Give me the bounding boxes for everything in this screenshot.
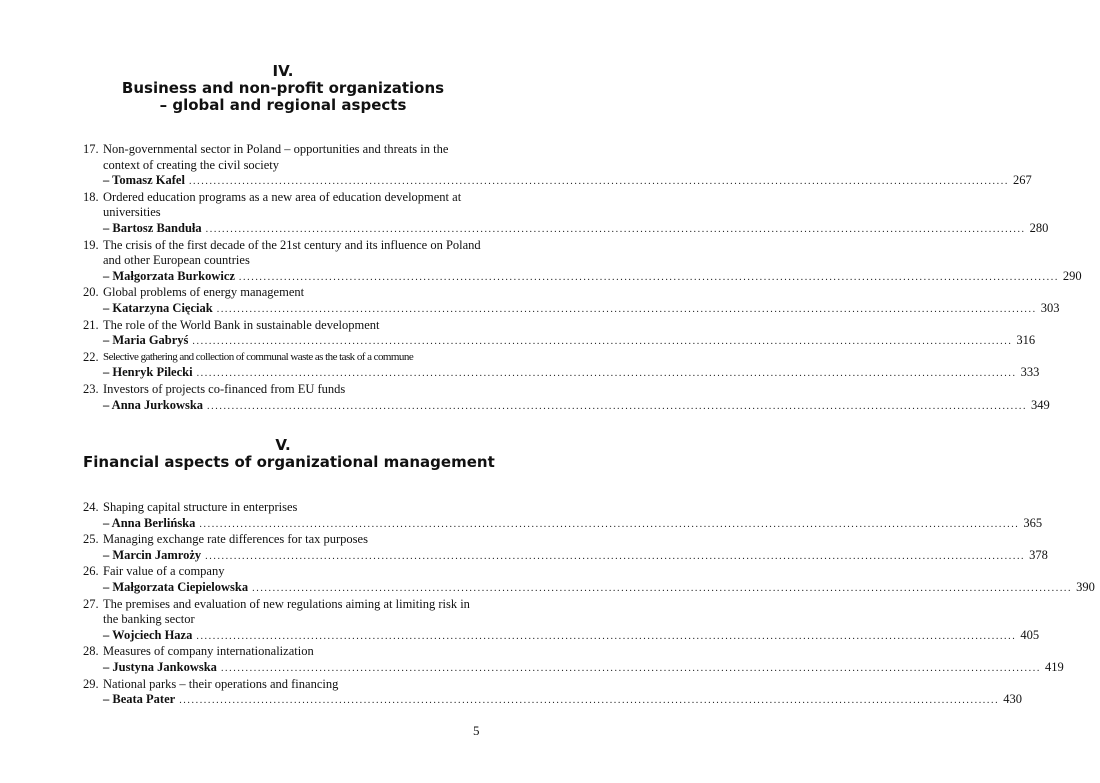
section-numeral: V. xyxy=(275,436,291,454)
entry-page-number: 316 xyxy=(1016,333,1036,348)
entry-title: Non-governmental sector in Poland – opportunities and threats in the context of creating the civil society xyxy=(103,142,449,172)
entry-title: The premises and evaluation of new regulations aiming at limiting risk in the banking sector xyxy=(103,596,470,627)
dot-leader: ........................................................................................................................................................................................................ xyxy=(220,662,1041,674)
entry-number: 28. xyxy=(83,644,99,659)
entry-page-number: 430 xyxy=(1003,692,1022,707)
section-title-line: – global and regional aspects xyxy=(159,96,407,114)
entry-page-number: 333 xyxy=(1020,365,1040,380)
dot-leader: ........................................................................................................................................................................................................ xyxy=(199,518,1020,530)
entry-number: 27. xyxy=(83,596,99,611)
page-number: 5 xyxy=(473,723,480,738)
entry-number: 25. xyxy=(83,532,99,547)
entry-page-number: 280 xyxy=(1029,220,1049,235)
toc-entry xyxy=(83,349,1040,382)
entry-author: – Anna Jurkowska xyxy=(103,397,204,412)
entry-number: 24. xyxy=(83,500,99,514)
toc-entry xyxy=(83,532,1048,564)
section-v-heading xyxy=(83,436,495,471)
entry-title: Fair value of a company xyxy=(103,564,225,579)
dot-leader: ........................................................................................................................................................................................................ xyxy=(207,400,1028,412)
entry-author: – Maria Gabryś xyxy=(103,333,189,348)
entry-title: Investors of projects co-financed from EU funds xyxy=(103,381,346,396)
entry-author: – Bartosz Banduła xyxy=(103,220,202,235)
toc-entry xyxy=(83,676,1022,709)
entry-title: The role of the World Bank in sustainable development xyxy=(103,317,380,332)
dot-leader: ........................................................................................................................................................................................................ xyxy=(205,550,1026,562)
entry-page-number: 365 xyxy=(1023,515,1043,530)
entry-page-number: 303 xyxy=(1040,300,1060,315)
toc-entry xyxy=(83,285,1060,317)
section-numeral: IV. xyxy=(272,62,294,80)
entry-number: 29. xyxy=(83,676,99,691)
dot-leader: ........................................................................................................................................................................................................ xyxy=(179,695,1000,707)
entry-author: – Małgorzata Ciepielowska xyxy=(103,579,249,594)
entry-page-number: 419 xyxy=(1044,659,1064,674)
entry-author: – Katarzyna Cięciak xyxy=(103,300,213,315)
entry-author: – Beata Pater xyxy=(103,692,176,707)
toc-entry xyxy=(83,596,1040,645)
section-title-line: Financial aspects of organizational management xyxy=(83,453,495,471)
entry-author: – Marcin Jamroży xyxy=(103,547,202,562)
entry-number: 20. xyxy=(83,285,99,300)
toc-entry xyxy=(83,142,1032,190)
entry-author: – Małgorzata Burkowicz xyxy=(103,268,235,283)
toc-entry xyxy=(83,189,1049,238)
entry-number: 17. xyxy=(83,142,99,156)
entry-title: The crisis of the first decade of the 21st century and its influence on Poland and other European countries xyxy=(103,237,481,268)
entry-number: 23. xyxy=(83,381,99,396)
toc-entry xyxy=(83,500,1043,532)
entry-page-number: 267 xyxy=(1012,173,1032,188)
entry-page-number: 349 xyxy=(1031,397,1050,412)
entry-author: – Henryk Pilecki xyxy=(103,365,193,380)
section-iv-toc xyxy=(83,142,1082,414)
dot-leader: ........................................................................................................................................................................................................ xyxy=(205,223,1026,235)
entry-number: 22. xyxy=(83,349,99,364)
toc-entry xyxy=(83,237,1082,286)
entry-author: – Tomasz Kafel xyxy=(103,173,185,188)
entry-author: – Justyna Jankowska xyxy=(103,659,217,674)
entry-page-number: 405 xyxy=(1020,627,1040,642)
entry-number: 21. xyxy=(83,317,99,332)
dot-leader: ........................................................................................................................................................................................................ xyxy=(192,336,1013,348)
entry-author: – Wojciech Haza xyxy=(103,627,193,642)
dot-leader: ........................................................................................................................................................................................................ xyxy=(188,176,1009,188)
dot-leader: ........................................................................................................................................................................................................ xyxy=(196,630,1017,642)
toc-entry xyxy=(83,644,1064,676)
entry-number: 18. xyxy=(83,189,99,204)
entry-title: Ordered education programs as a new area of education development at universities xyxy=(103,189,462,220)
entry-number: 19. xyxy=(83,237,99,252)
dot-leader: ........................................................................................................................................................................................................ xyxy=(238,271,1059,283)
section-v-toc xyxy=(83,500,1095,709)
entry-page-number: 390 xyxy=(1076,579,1095,594)
entry-page-number: 290 xyxy=(1062,268,1082,283)
entry-title: Shaping capital structure in enterprises xyxy=(103,500,298,514)
dot-leader: ........................................................................................................................................................................................................ xyxy=(196,368,1017,380)
entry-title: Selective gathering and collection of communal waste as the task of a commune xyxy=(103,350,414,363)
entry-title: National parks – their operations and financing xyxy=(103,676,339,691)
entry-number: 26. xyxy=(83,564,99,579)
entry-page-number: 378 xyxy=(1029,547,1048,562)
entry-title: Managing exchange rate differences for tax purposes xyxy=(103,532,368,547)
toc-entry xyxy=(83,564,1095,596)
toc-entry xyxy=(83,317,1036,350)
dot-leader: ........................................................................................................................................................................................................ xyxy=(252,582,1073,594)
entry-author: – Anna Berlińska xyxy=(103,515,196,530)
section-title-line: Business and non-profit organizations xyxy=(121,79,445,97)
section-iv-heading xyxy=(83,63,483,114)
entry-title: Global problems of energy management xyxy=(103,285,305,300)
entry-title: Measures of company internationalization xyxy=(103,644,314,659)
toc-entry xyxy=(83,381,1050,414)
dot-leader: ........................................................................................................................................................................................................ xyxy=(216,303,1037,315)
